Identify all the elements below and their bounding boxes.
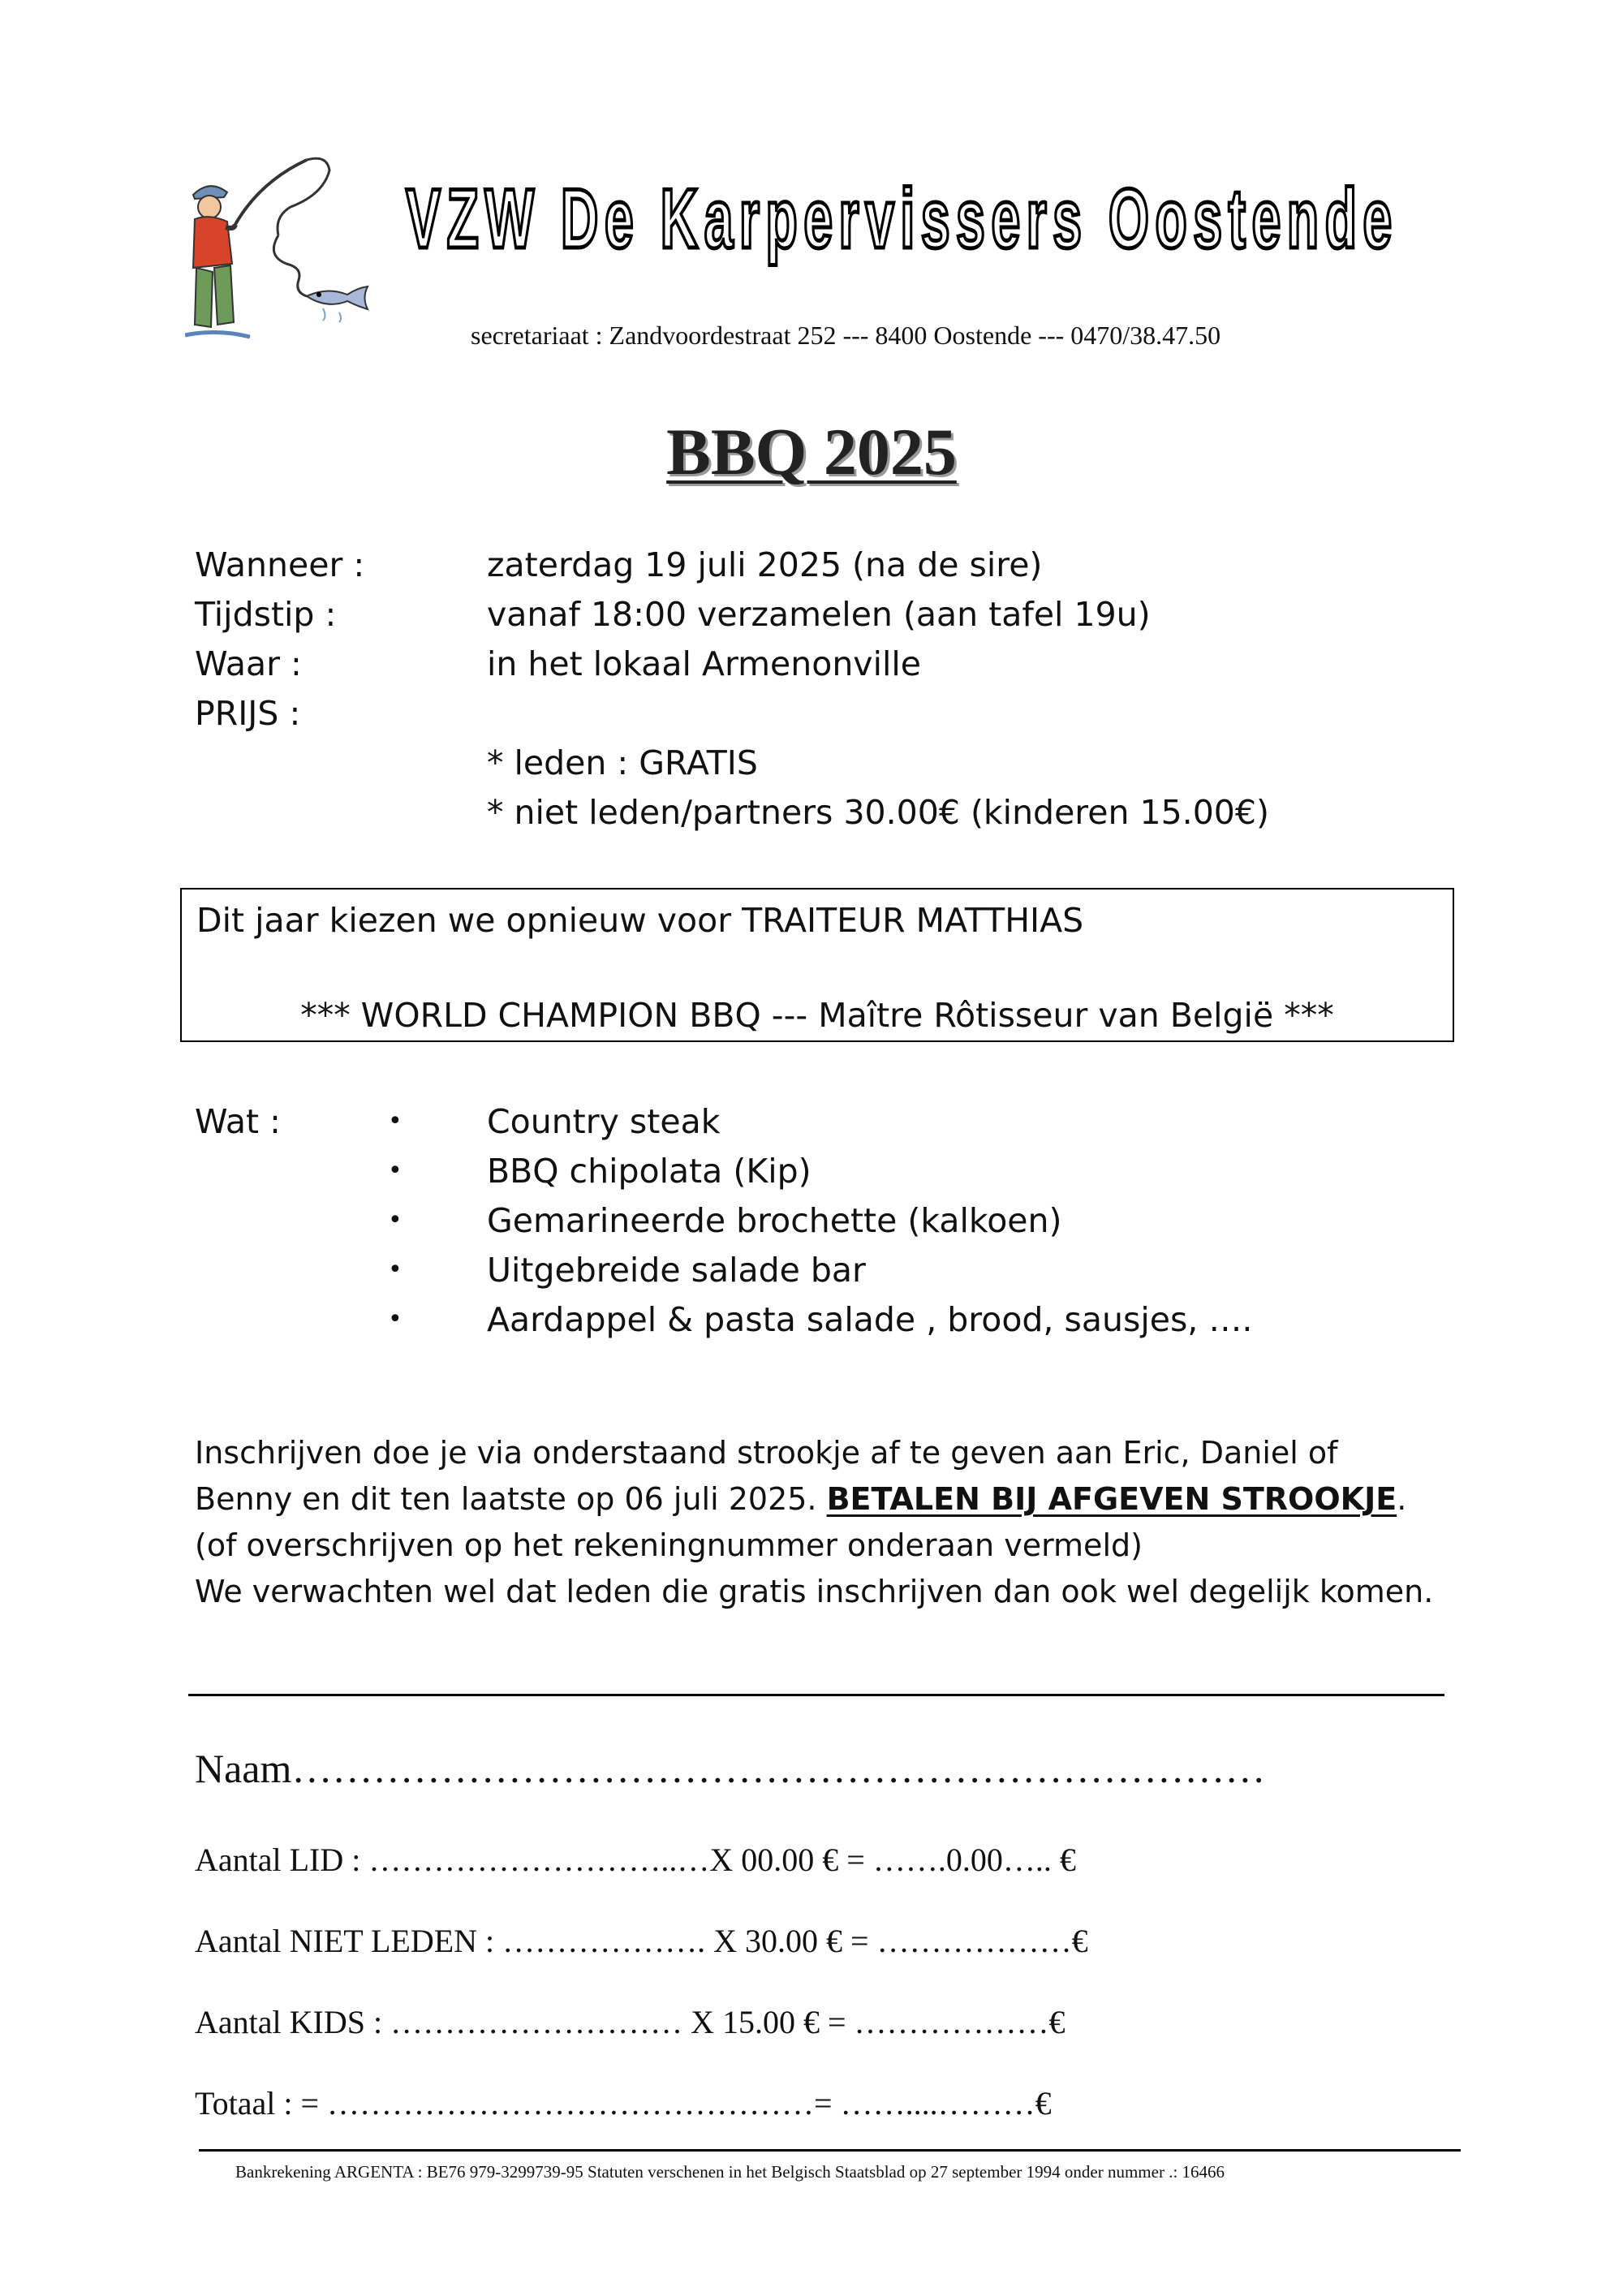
page-title: BBQ 2025	[666, 415, 957, 489]
menu-item: BBQ chipolata (Kip)	[487, 1152, 812, 1191]
bullet-icon: •	[388, 1157, 403, 1185]
form-row-niet-leden: Aantal NIET LEDEN : ………………. X 30.00 € = ………………€	[195, 1923, 1088, 1959]
footer-divider	[199, 2149, 1461, 2152]
price-niet-leden: * niet leden/partners 30.00€ (kinderen 15.00€)	[487, 793, 1269, 832]
registration-line: Inschrijven doe je via onderstaand strookje af te geven aan Eric, Daniel of	[195, 1435, 1338, 1471]
menu-item: Country steak	[487, 1102, 721, 1141]
traiteur-line: Dit jaar kiezen we opnieuw voor TRAITEUR MATTHIAS	[196, 901, 1084, 940]
detail-label-tijdstip: Tijdstip :	[195, 595, 337, 634]
menu-item: Gemarineerde brochette (kalkoen)	[487, 1201, 1062, 1240]
bullet-icon: •	[388, 1206, 403, 1234]
menu-item: Aardappel & pasta salade , brood, sausjes, ….	[487, 1300, 1253, 1339]
price-leden: * leden : GRATIS	[487, 743, 758, 782]
detail-value-wanneer: zaterdag 19 juli 2025 (na de sire)	[487, 545, 1043, 584]
bullet-icon: •	[388, 1305, 403, 1333]
registration-paragraph	[195, 1430, 1493, 1615]
secretariaat-address: secretariaat : Zandvoordestraat 252 --- 8400 Oostende --- 0470/38.47.50	[471, 321, 1221, 350]
detail-value-tijdstip: vanaf 18:00 verzamelen (aan tafel 19u)	[487, 595, 1151, 634]
detail-label-waar: Waar :	[195, 644, 302, 683]
form-row-lid: Aantal LID : ………………………..…X 00.00 € = …….0.00….. €	[195, 1842, 1076, 1878]
menu-label: Wat :	[195, 1102, 281, 1141]
champion-line: *** WORLD CHAMPION BBQ --- Maître Rôtisseur van België ***	[300, 996, 1334, 1035]
fisherman-logo	[185, 150, 380, 345]
detail-label-wanneer: Wanneer :	[195, 545, 365, 584]
payment-notice: BETALEN BIJ AFGEVEN STROOKJE	[826, 1481, 1397, 1517]
club-name: VZW De Karpervissers Oostende	[406, 172, 1398, 266]
registration-text: .	[1397, 1481, 1407, 1517]
form-naam-field: Naam………………………………………………………………	[195, 1746, 1266, 1791]
registration-line	[195, 1476, 1493, 1523]
bullet-icon: •	[388, 1256, 403, 1284]
form-row-kids: Aantal KIDS : ……………………… X 15.00 € = ………………€	[195, 2004, 1065, 2040]
divider	[188, 1694, 1444, 1696]
registration-text: Benny en dit ten laatste op 06 juli 2025.	[195, 1481, 827, 1517]
form-row-totaal: Totaal : = ………………………………………= ……....………€	[195, 2085, 1052, 2122]
detail-label-prijs: PRIJS :	[195, 694, 301, 733]
registration-line: (of overschrijven op het rekeningnummer onderaan vermeld)	[195, 1527, 1143, 1563]
bullet-icon: •	[388, 1107, 403, 1135]
registration-line: We verwachten wel dat leden die gratis inschrijven dan ook wel degelijk komen.	[195, 1574, 1434, 1609]
traiteur-box	[180, 888, 1454, 1042]
menu-item: Uitgebreide salade bar	[487, 1251, 866, 1290]
footer-bank-info: Bankrekening ARGENTA : BE76 979-3299739-95 Statuten verschenen in het Belgisch Staatsblad op 27 september 1994 onder nummer .: 16466	[235, 2162, 1225, 2182]
detail-value-waar: in het lokaal Armenonville	[487, 644, 921, 683]
